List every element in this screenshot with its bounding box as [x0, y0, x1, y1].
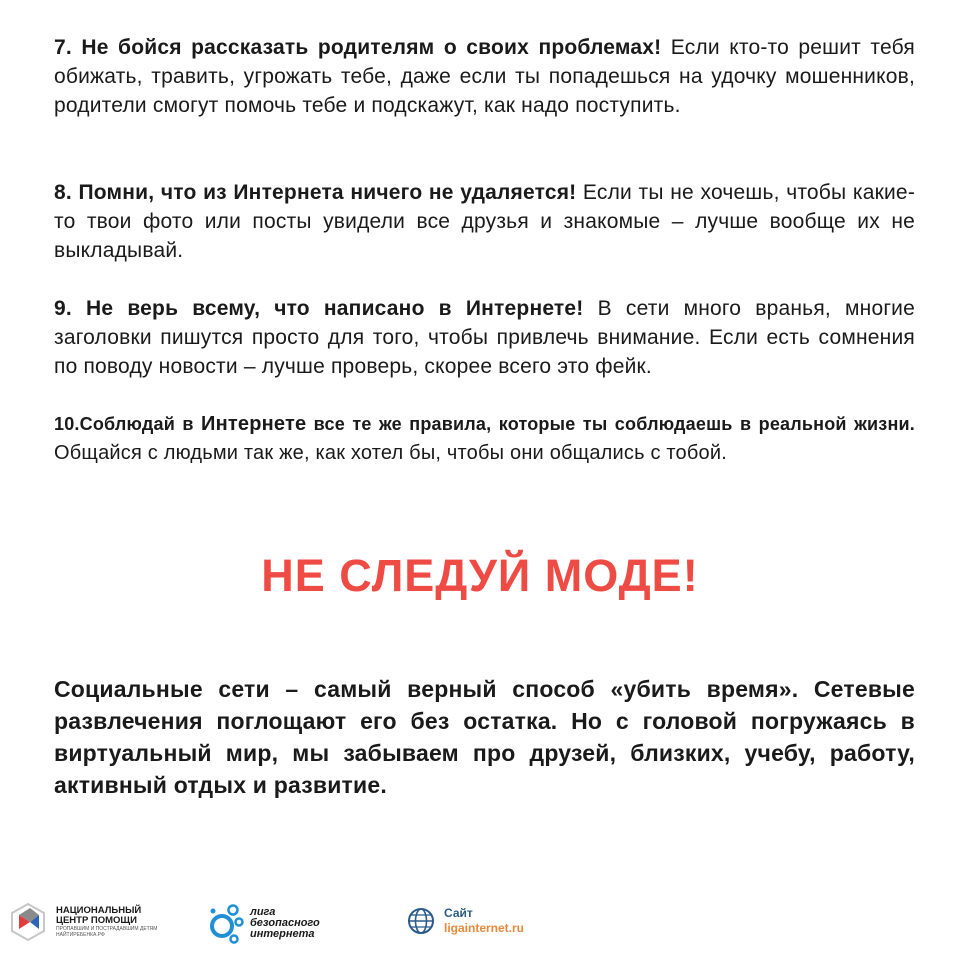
ncp-logo-icon: [8, 902, 48, 942]
globe-icon: [406, 906, 436, 936]
ncp-line-2: ЦЕНТР ПОМОЩИ: [56, 915, 137, 926]
rule-8-paragraph: [54, 178, 915, 265]
site-label: Сайт: [444, 906, 473, 920]
rule-8-text: Если ты не хочешь, чтобы какие-то твои фото или посты увидели все друзья и знакомые – лучше вообще их не выкладывай.: [54, 181, 916, 262]
rule-9-paragraph: [54, 294, 915, 381]
headline: НЕ СЛЕДУЙ МОДЕ!: [261, 550, 699, 601]
liga-logo: [208, 902, 320, 944]
rule-7-text: Если кто-то решит тебя обижать, травить, угрожать тебе, даже если ты попадешься на удочку мошенников, родители смогут помочь тебе и подскажут, как надо поступить.: [54, 36, 915, 117]
site-url[interactable]: ligainternet.ru: [444, 921, 525, 935]
site-link[interactable]: [406, 906, 524, 936]
rule-9-heading: 9. Не верь всему, что написано в Интернете!: [54, 297, 584, 320]
ncp-line-3: ПРОПАВШИМ И ПОСТРАДАВШИМ ДЕТЯМ: [56, 926, 158, 932]
ncp-logo: [8, 902, 157, 942]
rule-7-heading: 7. Не бойся рассказать родителям о своих проблемах!: [54, 36, 662, 59]
rule-10-heading-a: 10.Соблюдай в: [54, 414, 202, 434]
liga-line-2: безопасного: [250, 916, 320, 929]
rule-10-heading-b: Интернете: [201, 413, 307, 435]
footer: [0, 896, 960, 956]
liga-line-1: лига: [250, 905, 276, 918]
rule-7-paragraph: [54, 33, 915, 120]
liga-logo-icon: [208, 902, 246, 944]
ncp-line-1: НАЦИОНАЛЬНЫЙ: [56, 905, 142, 916]
liga-line-3: интернета: [250, 927, 315, 940]
rule-10-heading-c: все те же правила, которые ты соблюдаешь в реальной жизни.: [306, 414, 915, 434]
ncp-line-4: НАЙТИРЕБЕНКА.РФ: [56, 932, 105, 938]
rule-8-heading: 8. Помни, что из Интернета ничего не удаляется!: [54, 181, 577, 204]
summary-paragraph: Социальные сети – самый верный способ «убить время». Сетевые развлечения поглощают его без остатка. Но с головой погружаясь в виртуальный мир, мы забываем про друзей, близких, учебу, работу, активный отдых и развитие.: [54, 676, 915, 798]
rule-10-text: Общайся с людьми так же, как хотел бы, чтобы они общались с тобой.: [54, 442, 727, 464]
rule-10-paragraph: [54, 410, 915, 468]
rule-9-text: В сети много вранья, многие заголовки пишутся просто для того, чтобы привлечь внимание. Если есть сомнения по поводу новости – лучше проверь, скорее всего это фейк.: [54, 297, 915, 378]
